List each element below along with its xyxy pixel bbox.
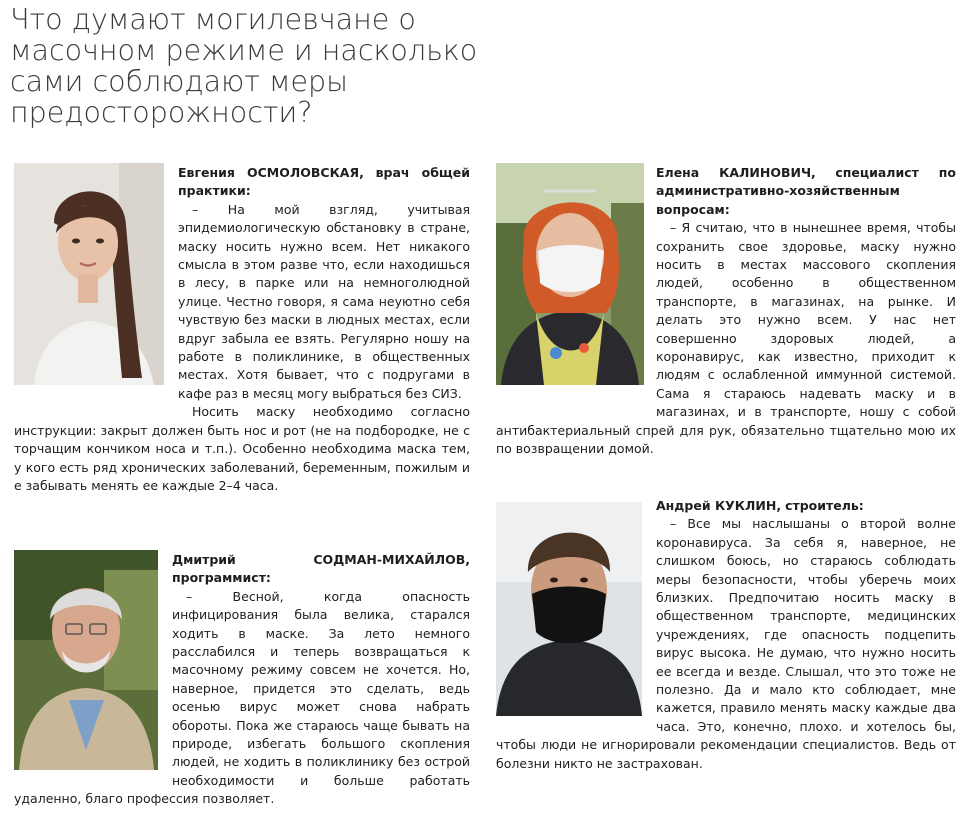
author-role: строитель:	[785, 498, 864, 513]
article-osmolovskaya	[14, 164, 470, 495]
article-kuklin	[496, 497, 956, 773]
headline: Что думают могилевчане о масочном режиме и насколько сами соблюдают меры предосторожности?	[10, 3, 478, 129]
article-body: – Весной, когда опасность инфицирования была велика, старался ходить в маске. За лето немного расслабился и теперь возвращаться к масочному режиму совсем не хочется. Но, наверное, придется это сделать, ведь осенью вирус может снова набрать обороты. Пока же стараюсь чаще бывать на природе, избегать большого скопления людей, не ходить в поликлинику без острой необходимости и больше работать удаленно, благо профессия позволяет.	[14, 588, 470, 807]
author-name: Дмитрий СОДМАН-МИХАЙЛОВ,	[172, 552, 470, 567]
author-name: Андрей КУКЛИН,	[656, 498, 782, 513]
article-sodman-mikhailov	[14, 551, 470, 809]
article-body: – На мой взгляд, учитывая эпидемиологическую обстановку в стране, маску носить нужно всем. Нет никакого смысла в этом разве что, если находишься в лесу, в парке или на немноголюдной улице. Честно говоря, я сама неуютно себя чувствую без маски в людных местах, если вдруг забыла ее взять. Регулярно ношу на работе в поликлинике, в общественных местах. Хотя бывает, что с подругами в кафе раз в месяц могу выбраться без СИЗ.	[178, 201, 470, 401]
article-body: – Я считаю, что в нынешнее время, чтобы сохранить свое здоровье, маску нужно носить в местах массового скопления людей, особенно в общественном транспорте, в магазинах, на рынке. И делать это нужно всем. У нас нет совершенно здоровых людей, а коронавирус, как известно, приходит к людям с ослабленной иммунной системой. Сама я стараюсь надевать маску и в магазинах, и в транспорте, ношу с собой антибактериальный спрей для рук, обязательно тщательно мою их по возвращении домой.	[496, 220, 956, 457]
article-body-2: Носить маску необходимо согласно инструкции: закрыт должен быть нос и рот (не на подбородке, не с торчащим кончиком носа и т.п.). Особенно необходима маска тем, у кого есть ряд хронических заболеваний, беременным, пожилым и е забывать менять ее каждые 2–4 часа.	[14, 404, 470, 493]
author-role: врач общей практики:	[178, 165, 470, 199]
article-body: – Все мы наслышаны о второй волне коронавируса. За себя я, наверное, не слишком боюсь, но стараюсь соблюдать меры безопасности, чтобы уберечь моих близких. Предпочитаю носить маску в общественном транспорте, медицинских учреждениях, где опасность подцепить вирус высока. Не думаю, что нужно носить ее всегда и везде. Слышал, что это тоже не полезно. Да и мало кто соблюдает, мне кажется, правило менять маску каждые два часа. Это, конечно, плохо. и хотелось бы, чтобы люди не игнорировали рекомендации специалистов. Ведь от болезни никто не застрахован.	[496, 516, 956, 771]
article-kalinovich	[496, 164, 956, 459]
author-name: Елена КАЛИНОВИЧ,	[656, 165, 816, 180]
author-name: Евгения ОСМОЛОВСКАЯ,	[178, 165, 364, 180]
author-role: программист:	[172, 570, 271, 586]
author-role: специалист по административно-хозяйственным вопросам:	[656, 165, 956, 217]
